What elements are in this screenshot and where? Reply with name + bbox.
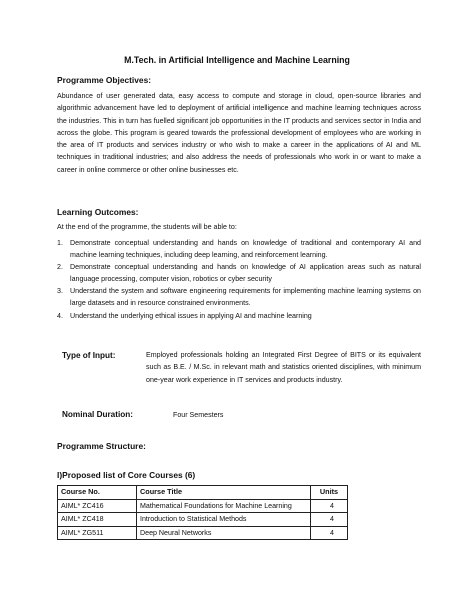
course-no-cell: AIML* ZC418 [58, 513, 137, 527]
outcomes-heading: Learning Outcomes: [57, 207, 139, 217]
course-units-cell: 4 [311, 499, 348, 513]
course-title-cell: Deep Neural Networks [137, 526, 311, 540]
list-item [57, 286, 421, 309]
input-type-label: Type of Input: [62, 351, 116, 360]
list-item [57, 262, 421, 285]
duration-label: Nominal Duration: [62, 410, 133, 419]
objectives-paragraph: Abundance of user generated data, easy access to compute and storage in cloud, open-source libraries and algorithmic advancement have led to deployment of artificial intelligence and machine learning techniques across the industries. This in turn has fuelled significant job opportunities in the IT products and services sector in India and across the globe. This program is geared towards the professional development of employees who are working in the area of IT products and services industry or who wish to make a career in the applications of AI and ML techniques in traditional industries; and also address the needs of professionals who work in or want to make a career in online commerce or other online businesses etc. [57, 92, 421, 174]
course-no-cell: AIML* ZC416 [58, 499, 137, 513]
course-no-cell: AIML* ZG511 [58, 526, 137, 540]
document-title: M.Tech. in Artificial Intelligence and Machine Learning [124, 55, 350, 65]
course-title-cell: Introduction to Statistical Methods [137, 513, 311, 527]
list-item-text: Demonstrate conceptual understanding and hands on knowledge of AI application areas such as natural language processing, computer vision, robotics or cyber security [70, 263, 421, 283]
table-row [58, 499, 348, 513]
course-units-cell: 4 [311, 513, 348, 527]
list-item [57, 311, 421, 323]
list-item-number: 2. [57, 263, 63, 272]
list-item-text: Understand the underlying ethical issues in applying AI and machine learning [70, 311, 312, 320]
list-item-number: 4. [57, 311, 63, 320]
outcomes-intro: At the end of the programme, the students will be able to: [57, 223, 237, 231]
list-item-number: 1. [57, 239, 63, 247]
core-courses-table [57, 485, 348, 540]
structure-heading: Programme Structure: [57, 441, 146, 451]
duration-value: Four Semesters [173, 411, 224, 419]
table-row [58, 526, 348, 540]
table-header-row [58, 486, 348, 500]
column-header-course-no: Course No. [58, 486, 137, 500]
objectives-heading: Programme Objectives: [57, 75, 152, 85]
course-units-cell: 4 [311, 526, 348, 540]
column-header-course-title: Course Title [137, 486, 311, 500]
table-row [58, 513, 348, 527]
input-type-value: Employed professionals holding an Integrated First Degree of BITS or its equivalent such as B.E. / M.Sc. in relevant math and statistics oriented disciplines, with minimum one-year work experience in IT services and products industry. [146, 351, 421, 384]
list-item-number: 3. [57, 287, 63, 296]
column-header-units: Units [311, 486, 348, 500]
course-title-cell: Mathematical Foundations for Machine Learning [137, 499, 311, 513]
list-item-text: Understand the system and software engineering requirements for implementing machine learning systems on large datasets and in resource constrained environments. [70, 287, 421, 307]
core-courses-heading: I)Proposed list of Core Courses (6) [57, 470, 196, 480]
outcomes-list [57, 238, 421, 323]
list-item-text: Demonstrate conceptual understanding and hands on knowledge of traditional and contemporary AI and machine learning techniques, including deep learning, and reinforcement learning. [70, 239, 421, 259]
list-item [57, 238, 421, 261]
